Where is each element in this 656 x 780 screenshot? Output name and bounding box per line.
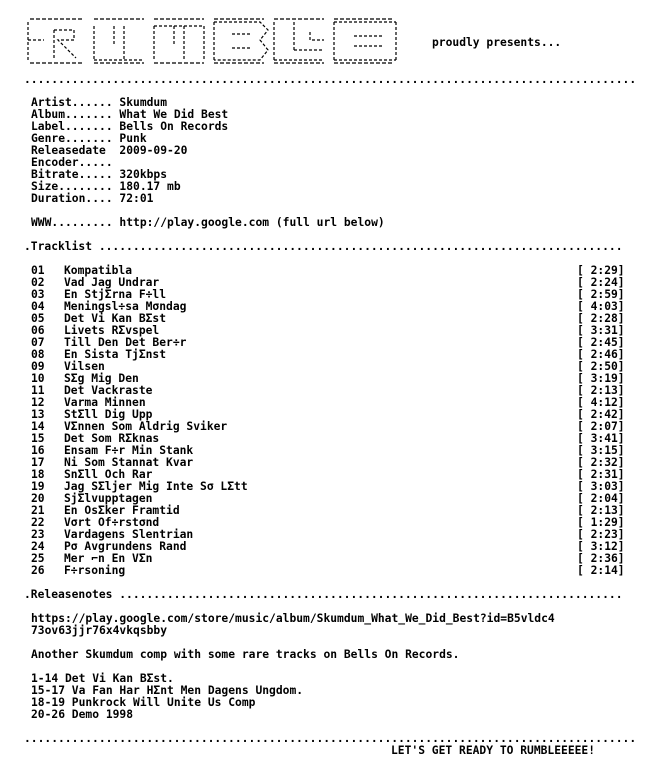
track-number: 18 — [31, 468, 45, 481]
encoder-line: Encoder..... — [31, 156, 113, 169]
track-number: 03 — [31, 288, 45, 301]
rumble-ascii-logo — [24, 16, 402, 66]
track-duration: [ 2:29] — [577, 264, 625, 277]
store-url-line-1: https://play.google.com/store/music/album/Skumdum_What_We_Did_Best?id=B5vldc4 — [31, 612, 555, 625]
track-duration: [ 4:03] — [577, 300, 625, 313]
track-number: 09 — [31, 360, 45, 373]
track-title: F÷rsoning — [64, 564, 126, 577]
track-number: 11 — [31, 384, 45, 397]
track-title: SnΣll Och Rar — [64, 468, 153, 481]
track-duration: [ 2:13] — [577, 384, 625, 397]
track-title: Jag SΣljer Mig Inte Sσ LΣtt — [64, 480, 248, 493]
track-number: 02 — [31, 276, 45, 289]
track-number: 23 — [31, 528, 45, 541]
track-title: SΣg Mig Den — [64, 372, 139, 385]
track-number: 17 — [31, 456, 45, 469]
track-duration: [ 2:50] — [577, 360, 625, 373]
track-number: 10 — [31, 372, 45, 385]
track-duration: [ 2:24] — [577, 276, 625, 289]
track-duration: [ 2:36] — [577, 552, 625, 565]
track-number: 21 — [31, 504, 45, 517]
note-line: 18-19 Punkrock Will Unite Us Comp — [31, 696, 256, 709]
note-line: 1-14 Det Vi Kan BΣst. — [31, 672, 174, 685]
track-number: 16 — [31, 444, 45, 457]
track-number: 14 — [31, 420, 45, 433]
track-number: 22 — [31, 516, 45, 529]
track-duration: [ 2:28] — [577, 312, 625, 325]
track-title: Livets RΣvspel — [64, 324, 160, 337]
track-duration: [ 2:45] — [577, 336, 625, 349]
track-duration: [ 3:15] — [577, 444, 625, 457]
description-line: Another Skumdum comp with some rare tracks on Bells On Records. — [31, 648, 460, 661]
track-number: 12 — [31, 396, 45, 409]
track-duration: [ 1:29] — [577, 516, 625, 529]
track-title: VΣnnen Som Aldrig Sviker — [64, 420, 228, 433]
track-number: 15 — [31, 432, 45, 445]
track-title: StΣll Dig Upp — [64, 408, 153, 421]
artist-line: Artist...... Skumdum — [31, 96, 168, 109]
store-url-line-2: 73ov63jjr76x4vkqsbby — [31, 624, 168, 637]
track-title: Vad Jag Undrar — [64, 276, 160, 289]
genre-line: Genre....... Punk — [31, 132, 147, 145]
proudly-presents-text: proudly presents... — [432, 36, 562, 49]
track-duration: [ 2:32] — [577, 456, 625, 469]
track-title: Vardagens Slentrian — [64, 528, 194, 541]
track-title: Ensam F÷r Min Stank — [64, 444, 194, 457]
track-duration: [ 3:31] — [577, 324, 625, 337]
track-title: Meningsl÷sa Mσndag — [64, 300, 187, 313]
bitrate-line: Bitrate..... 320kbps — [31, 168, 168, 181]
track-title: En StjΣrna F÷ll — [64, 288, 167, 301]
track-duration: [ 2:46] — [577, 348, 625, 361]
track-number: 01 — [31, 264, 45, 277]
track-title: Kompatibla — [64, 264, 133, 277]
track-number: 13 — [31, 408, 45, 421]
track-duration: [ 2:23] — [577, 528, 625, 541]
duration-line: Duration.... 72:01 — [31, 192, 154, 205]
track-title: Det Vi Kan BΣst — [64, 312, 167, 325]
releasenotes-heading: .Releasenotes .......................................................................... — [24, 588, 623, 601]
track-duration: [ 2:42] — [577, 408, 625, 421]
track-duration: [ 2:59] — [577, 288, 625, 301]
track-number: 04 — [31, 300, 45, 313]
track-title: Pσ Avgrundens Rand — [64, 540, 187, 553]
track-title: Vσrt Of÷rstσnd — [64, 516, 160, 529]
note-line: 20-26 Demo 1998 — [31, 708, 134, 721]
track-number: 24 — [31, 540, 45, 553]
tracklist-heading: .Tracklist ............................................................................. — [24, 240, 623, 253]
releasedate-line: Releasedate 2009-09-20 — [31, 144, 188, 157]
track-title: Ni Som Stannat Kvar — [64, 456, 194, 469]
album-line: Album....... What We Did Best — [31, 108, 229, 121]
track-duration: [ 4:12] — [577, 396, 625, 409]
track-number: 05 — [31, 312, 45, 325]
track-title: En OsΣker Framtid — [64, 504, 180, 517]
footer-tagline: LET'S GET READY TO RUMBLEEEEE! — [391, 744, 596, 757]
note-line: 15-17 Va Fan Har HΣnt Men Dagens Ungdom. — [31, 684, 304, 697]
track-duration: [ 2:14] — [577, 564, 625, 577]
track-number: 20 — [31, 492, 45, 505]
track-title: Varma Minnen — [64, 396, 146, 409]
track-title: En Sista TjΣnst — [64, 348, 167, 361]
bottom-divider: .......................................................................................... — [24, 732, 637, 745]
track-title: SjΣlvupptagen — [64, 492, 153, 505]
track-number: 06 — [31, 324, 45, 337]
track-title: Mer ⌐n En VΣn — [64, 552, 153, 565]
track-duration: [ 2:04] — [577, 492, 625, 505]
track-title: Det Vackraste — [64, 384, 153, 397]
track-duration: [ 3:19] — [577, 372, 625, 385]
top-divider: .......................................................................................... — [24, 73, 637, 86]
track-duration: [ 2:31] — [577, 468, 625, 481]
track-title: Det Som RΣknas — [64, 432, 160, 445]
track-duration: [ 2:13] — [577, 504, 625, 517]
track-title: Vilsen — [64, 360, 105, 373]
track-number: 26 — [31, 564, 45, 577]
track-duration: [ 3:41] — [577, 432, 625, 445]
track-title: Till Den Det Ber÷r — [64, 336, 187, 349]
label-line: Label....... Bells On Records — [31, 120, 229, 133]
track-number: 08 — [31, 348, 45, 361]
track-number: 25 — [31, 552, 45, 565]
track-duration: [ 3:03] — [577, 480, 625, 493]
track-duration: [ 2:07] — [577, 420, 625, 433]
track-number: 19 — [31, 480, 45, 493]
track-number: 07 — [31, 336, 45, 349]
track-duration: [ 3:12] — [577, 540, 625, 553]
www-line: WWW......... http://play.google.com (full url below) — [31, 216, 385, 229]
size-line: Size........ 180.17 mb — [31, 180, 181, 193]
